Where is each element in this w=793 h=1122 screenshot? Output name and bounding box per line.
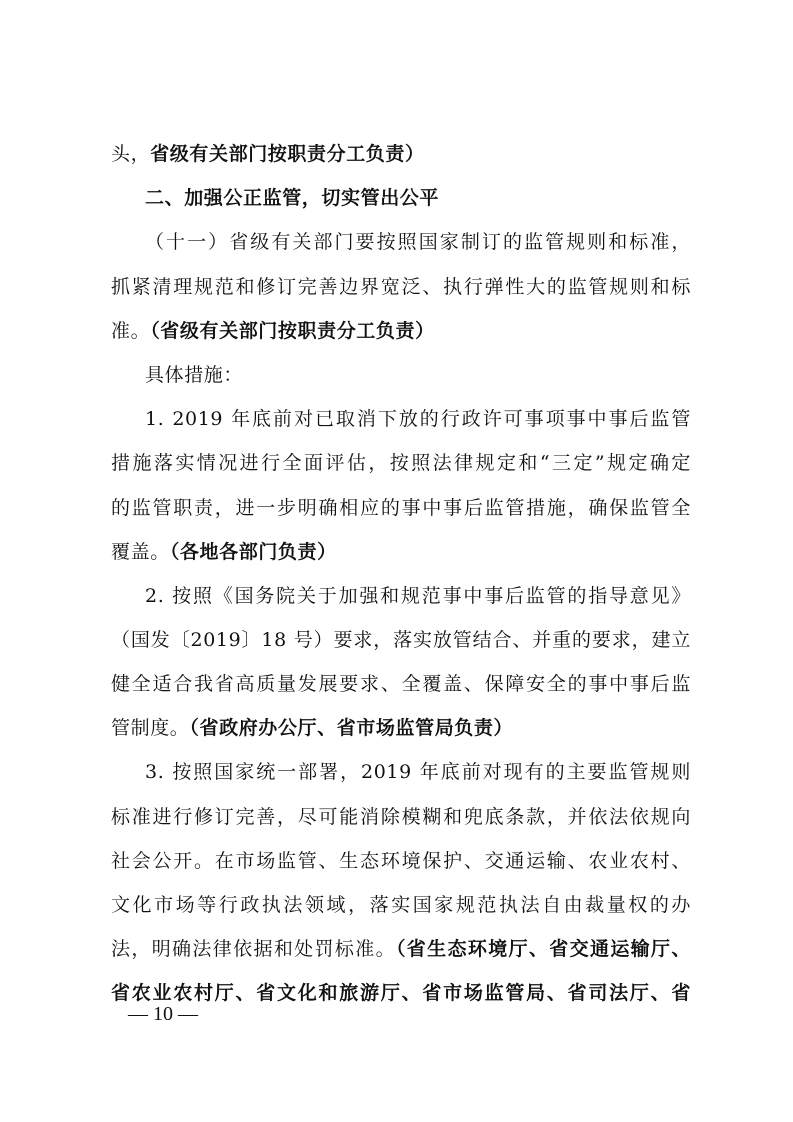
- text-line: [111, 849, 691, 873]
- text-segment: 的监管职责，进一步明确相应的事中事后监管措施，确保监管全: [111, 497, 691, 519]
- text-line: [111, 142, 691, 166]
- text-segment: 法，明确法律依据和处罚标准。: [111, 938, 396, 960]
- page-number: — 10 —: [128, 1003, 198, 1025]
- text-segment: 措施落实情况进行全面评估，按照法律规定和“三定”规定确定: [111, 452, 691, 474]
- text-segment: （省级有关部门按职责分工负责）: [150, 320, 435, 342]
- text-segment: （十一）省级有关部门要按照国家制订的监管规则和标准，: [145, 231, 691, 253]
- text-segment: 2. 按照《国务院关于加强和规范事中事后监管的指导意见》: [145, 585, 691, 607]
- text-line: [145, 186, 691, 210]
- text-segment: 覆盖。: [111, 541, 170, 563]
- text-line: [111, 319, 691, 343]
- text-segment: 抓紧清理规范和修订完善边界宽泛、执行弹性大的监管规则和标: [111, 276, 691, 298]
- text-segment: 省级有关部门按职责分工负责）: [150, 143, 425, 165]
- text-segment: 1. 2019 年底前对已取消下放的行政许可事项事中事后监管: [145, 408, 691, 430]
- text-segment: 省农业农村厅、省文化和旅游厅、省市场监管局、省司法厅、省: [111, 982, 691, 1004]
- text-line: [111, 275, 691, 299]
- text-line: [111, 937, 691, 961]
- text-segment: 管制度。: [111, 717, 190, 739]
- text-line: [111, 672, 691, 696]
- text-segment: 3. 按照国家统一部署，2019 年底前对现有的主要监管规则: [145, 761, 691, 783]
- text-segment: 标准进行修订完善，尽可能消除模糊和兜底条款，并依法依规向: [111, 806, 691, 828]
- text-line: [111, 496, 691, 520]
- text-line: [145, 230, 691, 254]
- text-line: [111, 628, 691, 652]
- text-segment: 头，: [111, 143, 151, 165]
- text-segment: （省生态环境厅、省交通运输厅、: [395, 938, 691, 960]
- text-line: [111, 805, 691, 829]
- text-segment: （国发〔2019〕18 号）要求，落实放管结合、并重的要求，建立: [111, 629, 691, 651]
- text-line: [111, 981, 691, 1005]
- section-heading: 二、加强公正监管，切实管出公平: [145, 187, 440, 209]
- text-segment: 社会公开。在市场监管、生态环境保护、交通运输、农业农村、: [111, 850, 691, 872]
- text-segment: （各地各部门负责）: [169, 541, 337, 563]
- text-line: [111, 893, 691, 917]
- text-line: [145, 407, 691, 431]
- text-line: [145, 363, 691, 387]
- text-segment: 文化市场等行政执法领域，落实国家规范执法自由裁量权的办: [111, 894, 691, 916]
- text-segment: （省政府办公厅、省市场监管局负责）: [189, 717, 514, 739]
- text-line: [111, 451, 691, 475]
- text-segment: 准。: [111, 320, 151, 342]
- text-line: [145, 760, 691, 784]
- text-line: [111, 540, 691, 564]
- text-segment: 健全适合我省高质量发展要求、全覆盖、保障安全的事中事后监: [111, 673, 691, 695]
- text-line: [111, 716, 691, 740]
- text-line: [145, 584, 691, 608]
- text-segment: 具体措施：: [145, 364, 244, 386]
